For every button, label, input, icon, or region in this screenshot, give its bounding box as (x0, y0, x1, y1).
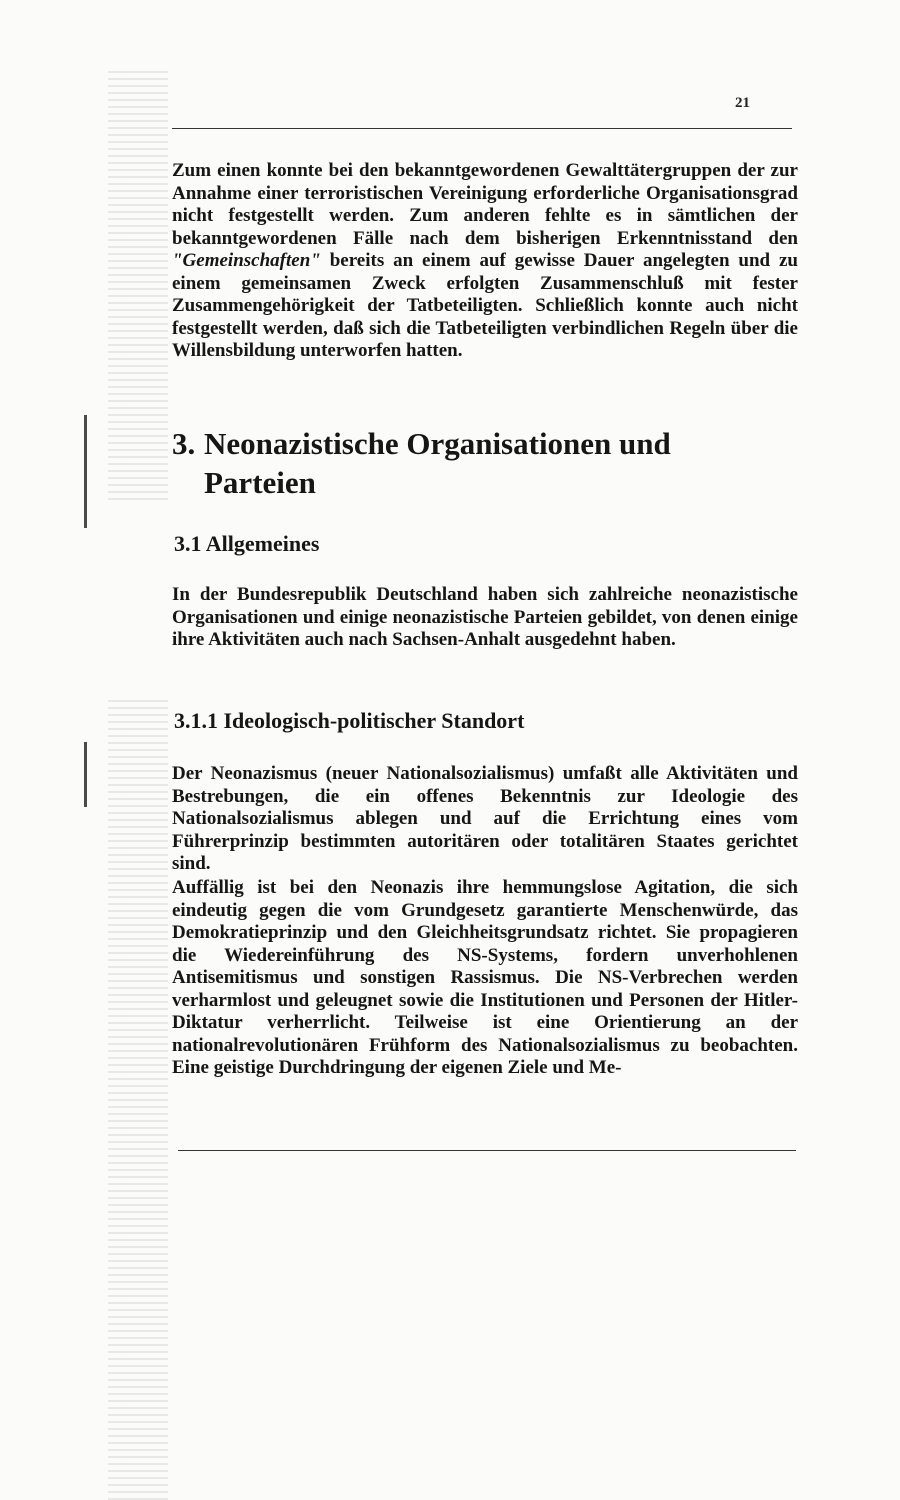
scan-shadow-edge-lower (108, 700, 168, 1500)
margin-mark (84, 742, 87, 807)
section-title-line2: Parteien (204, 465, 316, 500)
paragraph-neonazismus-definition: Der Neonazismus (neuer Nationalsozialismus) umfaßt alle Aktivitäten und Bestrebungen, die ein offenes Bekenntnis zur Ideologie des Nationalsozialismus ablegen und auf die Errichtung eines vom Führerprinzip bestimmten autoritären oder totalitären Staates gerichtet sind. (172, 763, 798, 874)
header-rule (172, 128, 792, 129)
margin-mark (84, 415, 87, 528)
scan-shadow-edge (108, 70, 168, 500)
paragraph-agitation: Auffällig ist bei den Neonazis ihre hemmungslose Agitation, die sich eindeutig gegen die vom Grundgesetz garantierte Menschenwürde, das Demokratieprinzip und den Gleichheitsgrundsatz richtet. Sie propagieren die Wiedereinführung des NS-Systems, fordern unverhohlenen Antisemitismus und sonstigen Rassismus. Die NS-Verbrechen werden verharmlost und geleugnet sowie die Institutionen und Personen der Hitler-Diktatur verherrlicht. Teilweise ist eine Orientierung an der nationalrevolutionären Frühform des Nationalsozialismus zu beobachten. Eine geistige Durchdringung der eigenen Ziele und Me- (172, 877, 798, 1078)
section-number: 3. (172, 426, 196, 461)
emphasis-gemeinschaften: "Gemeinschaften" (172, 250, 321, 271)
paragraph-intro: Zum einen konnte bei den bekanntgewordenen Gewalttätergruppen der zur Annahme einer terroristischen Vereinigung erforderliche Organisationsgrad nicht festgestellt werden. Zum anderen fehlte es in sämtlichen der bekanntgewordenen Fälle nach dem bisherigen Erkenntnisstand den "Gemeinschaften" bereits an einem auf gewisse Dauer angelegten und zu einem gemeinsamen Zweck erfolgten Zusammenschluß mit fester Zusammengehörigkeit der Tatbeteiligten. Schließlich konnte auch nicht festgestellt werden, daß sich die Tatbeteiligten verbindlichen Regeln über die Willensbildung unterworfen hatten. (172, 160, 798, 361)
subsection-heading-3-1: 3.1 Allgemeines (174, 531, 320, 556)
paragraph-allgemeines: In der Bundesrepublik Deutschland haben sich zahlreiche neonazistische Organisationen und einige neonazistische Parteien gebildet, von denen einige ihre Aktivitäten auch nach Sachsen-Anhalt ausgedehnt haben. (172, 584, 798, 650)
subsection-heading-3-1-1: 3.1.1 Ideologisch-politischer Standort (174, 708, 525, 733)
footer-rule (178, 1150, 796, 1151)
section-title-line1: Neonazistische Organisationen und (204, 426, 671, 461)
page-number: 21 (735, 95, 750, 111)
section-heading-3 (172, 424, 732, 502)
